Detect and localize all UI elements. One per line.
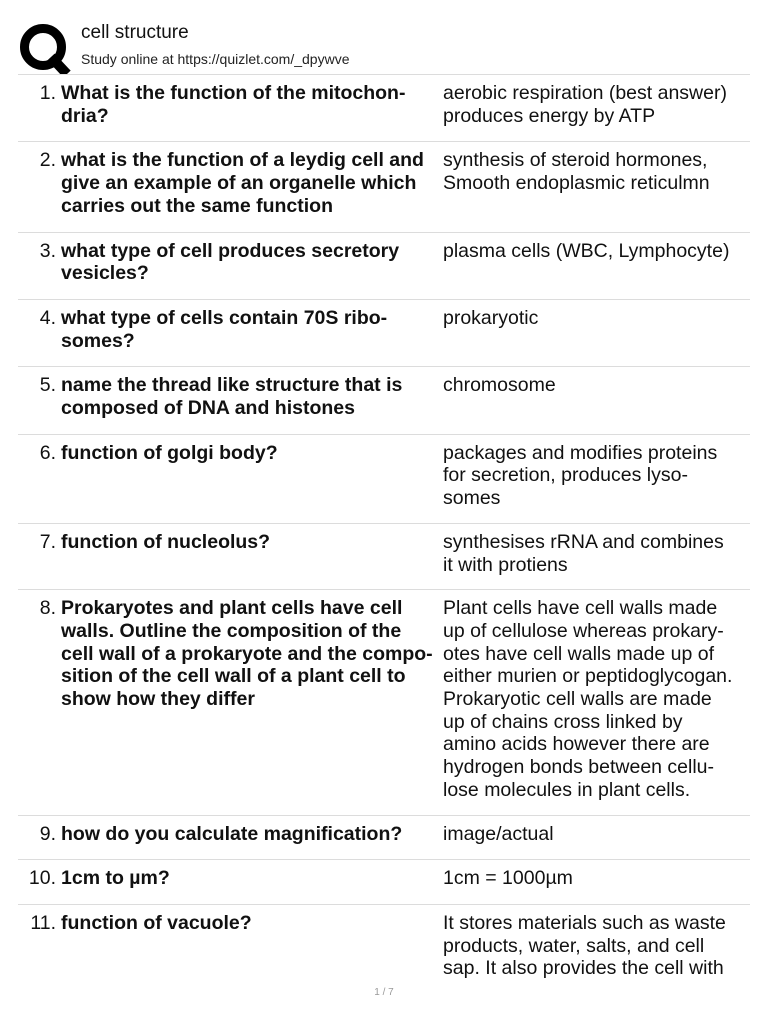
definition-line: either murien or peptidoglycogan.: [443, 665, 733, 688]
set-title: cell structure: [81, 22, 189, 43]
page-number: 1 / 7: [374, 987, 394, 998]
card-number: 11.: [30, 911, 56, 934]
definition-line: otes have cell walls made up of: [443, 642, 714, 665]
table-row: [18, 524, 750, 590]
card-number: 7.: [39, 530, 56, 553]
card-number: 1.: [39, 82, 56, 104]
card-number: 8.: [39, 597, 56, 620]
term-line: cell wall of a prokaryote and the compo-: [61, 642, 433, 665]
card-term: [61, 374, 439, 419]
card-definition: [443, 307, 750, 330]
card-definition: [443, 823, 750, 846]
table-row: [18, 300, 750, 367]
definition-line: sap. It also provides the cell with: [443, 957, 724, 980]
term-line: composed of DNA and histones: [61, 397, 355, 420]
definition-line: somes: [443, 487, 501, 510]
definition-line: products, water, salts, and cell: [443, 934, 705, 957]
card-definition: [443, 240, 750, 263]
card-term: [61, 149, 439, 217]
table-row: [18, 75, 750, 142]
card-definition: [443, 442, 750, 510]
term-line: give an example of an organelle which: [61, 172, 417, 195]
card-term: [61, 823, 439, 846]
study-link: Study online at https://quizlet.com/_dpywve: [81, 51, 350, 67]
term-line: somes?: [61, 329, 135, 352]
table-row: [18, 905, 750, 994]
definition-line: for secretion, produces lyso-: [443, 464, 688, 487]
term-line: function of vacuole?: [61, 911, 252, 934]
definition-line: Plant cells have cell walls made: [443, 597, 718, 620]
term-line: show how they differ: [61, 688, 255, 711]
card-number: 10.: [28, 867, 56, 890]
term-line: function of nucleolus?: [61, 530, 271, 553]
card-definition: [443, 531, 750, 576]
card-definition: [443, 597, 750, 801]
definition-line: up of cellulose whereas prokary-: [443, 619, 724, 642]
card-number: 2.: [39, 149, 56, 172]
definition-line: produces energy by ATP: [443, 104, 656, 127]
term-line: name the thread like structure that is: [61, 374, 403, 397]
card-number: 3.: [39, 239, 56, 262]
definition-line: prokaryotic: [443, 306, 539, 329]
table-row: [18, 816, 750, 861]
page-header: [0, 0, 768, 74]
card-number: 5.: [39, 374, 56, 397]
table-row: [18, 142, 750, 232]
term-line: what is the function of a leydig cell and: [61, 149, 424, 172]
definition-line: Smooth endoplasmic reticulmn: [443, 172, 710, 195]
definition-line: image/actual: [443, 822, 554, 845]
term-line: walls. Outline the composition of the: [61, 619, 402, 642]
term-line: what type of cell produces secretory: [61, 239, 400, 262]
table-row: [18, 367, 750, 434]
definition-line: synthesises rRNA and combines: [443, 530, 724, 553]
term-line: vesicles?: [61, 262, 149, 285]
table-row: [18, 435, 750, 524]
definition-line: hydrogen bonds between cellu-: [443, 756, 715, 779]
definition-line: Prokaryotic cell walls are made: [443, 688, 712, 711]
card-term: [61, 240, 439, 285]
card-number: 4.: [39, 306, 56, 329]
table-row: [18, 233, 750, 300]
card-definition: [443, 374, 750, 397]
term-line: Prokaryotes and plant cells have cell: [61, 597, 403, 620]
card-definition: [443, 867, 750, 890]
definition-line: packages and modifies proteins: [443, 441, 718, 464]
term-line: what type of cells contain 70S ribo-: [61, 306, 388, 329]
card-term: [61, 442, 439, 465]
definition-line: amino acids however there are: [443, 733, 710, 756]
definition-line: lose molecules in plant cells.: [443, 778, 691, 801]
card-definition: [443, 82, 750, 127]
definition-line: plasma cells (WBC, Lymphocyte): [443, 239, 730, 262]
definition-line: synthesis of steroid hormones,: [443, 149, 708, 172]
definition-line: it with protiens: [443, 553, 568, 576]
flashcard-list: [18, 74, 750, 994]
definition-line: It stores materials such as waste: [443, 911, 726, 934]
card-number: 9.: [39, 822, 56, 845]
card-definition: [443, 912, 750, 980]
term-line: carries out the same function: [61, 194, 333, 217]
card-term: [61, 531, 439, 554]
card-number: 6.: [39, 441, 56, 464]
card-definition: [443, 149, 750, 194]
definition-line: aerobic respiration (best answer): [443, 82, 727, 104]
card-term: [61, 82, 439, 127]
card-term: [61, 912, 439, 935]
term-line: 1cm to µm?: [61, 867, 170, 890]
definition-line: chromosome: [443, 374, 556, 397]
term-line: function of golgi body?: [61, 441, 278, 464]
term-line: dria?: [61, 104, 109, 127]
table-row: [18, 860, 750, 905]
definition-line: 1cm = 1000µm: [443, 867, 573, 890]
term-line: What is the function of the mitochon-: [61, 82, 406, 104]
table-row: [18, 590, 750, 815]
card-term: [61, 867, 439, 890]
card-term: [61, 597, 439, 711]
term-line: how do you calculate magnification?: [61, 822, 403, 845]
definition-line: up of chains cross linked by: [443, 710, 683, 733]
term-line: sition of the cell wall of a plant cell to: [61, 665, 406, 688]
quizlet-logo-icon: [18, 20, 72, 74]
card-term: [61, 307, 439, 352]
